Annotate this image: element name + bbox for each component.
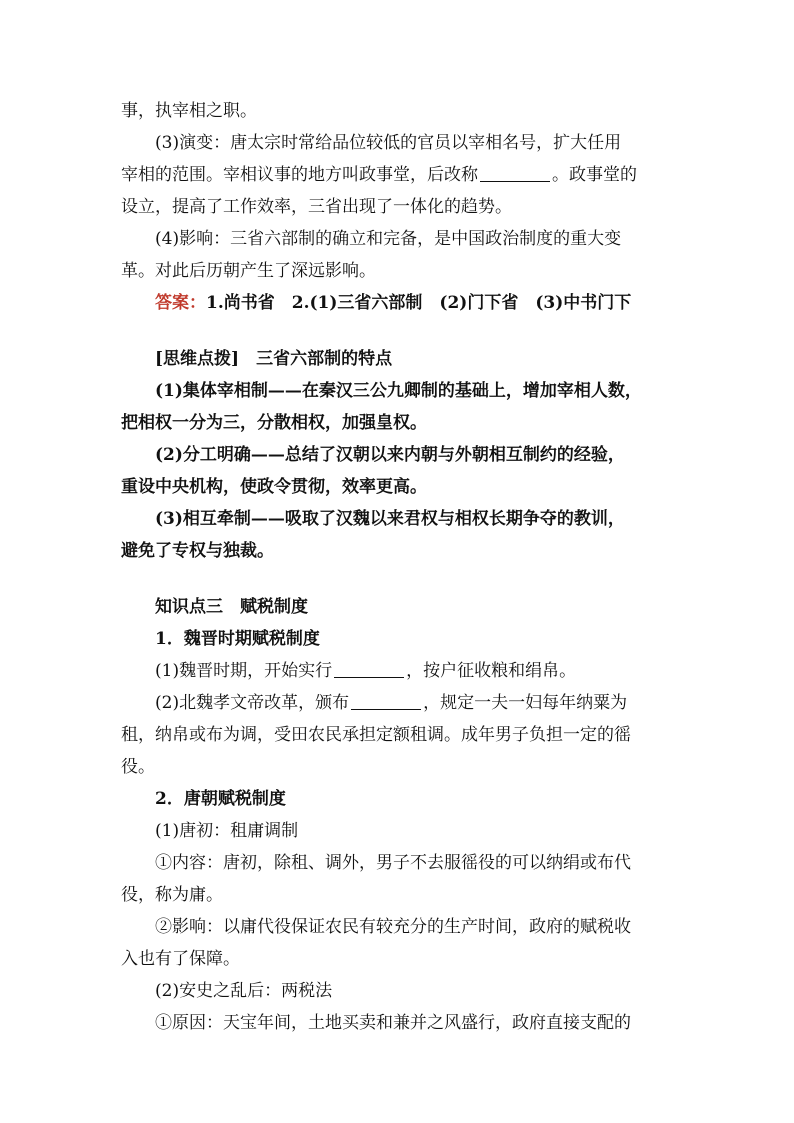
heading-weijin: 1．魏晋时期赋税制度 [155,629,320,649]
tang-impact-line-2: 入也有了保障。 [121,949,240,969]
influence-line-2: 革。对此后历朝产生了深远影响。 [121,261,376,281]
weijin-item-1-end: ，按户征收粮和绢帛。 [406,661,577,681]
thinking-p2-line-1: (2)分工明确——总结了汉朝以来内朝与外朝相互制约的经验， [155,445,625,465]
weijin-item-2-end: ，规定一夫一妇每年纳粟为 [423,693,628,713]
tang-impact-line-1: ②影响：以庸代役保证农民有较充分的生产时间，政府的赋税收 [155,917,631,937]
weijin-item-1-start: (1)魏晋时期，开始实行 [155,661,333,681]
evolution-line-2 [121,159,637,191]
influence-line-1: (4)影响：三省六部制的确立和完备，是中国政治制度的重大变 [155,229,622,249]
weijin-item-2 [155,687,627,719]
answer-label: 答案： [155,293,206,313]
heading-tang: 2．唐朝赋税制度 [155,789,286,809]
section-title: 知识点三 赋税制度 [155,597,308,617]
evolution-line-2-start: 宰相的范围。宰相议事的地方叫政事堂，后改称 [121,165,478,185]
fill-blank [351,693,421,710]
tang-item-2: (2)安史之乱后：两税法 [155,981,333,1001]
weijin-item-1 [155,655,576,687]
fill-blank [334,661,404,678]
thinking-p1-line-1: (1)集体宰相制——在秦汉三公九卿制的基础上，增加宰相人数， [155,381,642,401]
tang-content-line-1: ①内容：唐初，除租、调外，男子不去服徭役的可以纳绢或布代 [155,853,631,873]
tang-reason-line-1: ①原因：天宝年间，土地买卖和兼并之风盛行，政府直接支配的 [155,1013,631,1033]
evolution-line-2-end: 。政事堂的 [552,165,637,185]
thinking-p2-line-2: 重设中央机构，使政令贯彻，效率更高。 [121,477,427,497]
thinking-p3-line-2: 避免了专权与独裁。 [121,541,274,561]
thinking-p1-line-2: 把相权一分为三，分散相权，加强皇权。 [121,413,427,433]
weijin-item-2-start: (2)北魏孝文帝改革，颁布 [155,693,350,713]
tang-item-1: (1)唐初：租庸调制 [155,821,299,841]
thinking-title: [思维点拨] 三省六部制的特点 [155,349,393,369]
weijin-item-2-line-3: 役。 [121,757,155,777]
answer-text: 1.尚书省 2.(1)三省六部制 (2)门下省 (3)中书门下 [206,293,632,313]
evolution-line-3: 设立，提高了工作效率，三省出现了一体化的趋势。 [121,197,512,217]
tang-content-line-2: 役，称为庸。 [121,885,223,905]
answer-line [155,287,631,319]
thinking-p3-line-1: (3)相互牵制——吸取了汉魏以来君权与相权长期争夺的教训， [155,509,625,529]
evolution-line-1: (3)演变：唐太宗时常给品位较低的官员以宰相名号，扩大任用 [155,133,622,153]
paragraph-continuation: 事，执宰相之职。 [121,101,257,121]
weijin-item-2-line-2: 租，纳帛或布为调，受田农民承担定额租调。成年男子负担一定的徭 [121,725,631,745]
fill-blank [480,165,550,182]
